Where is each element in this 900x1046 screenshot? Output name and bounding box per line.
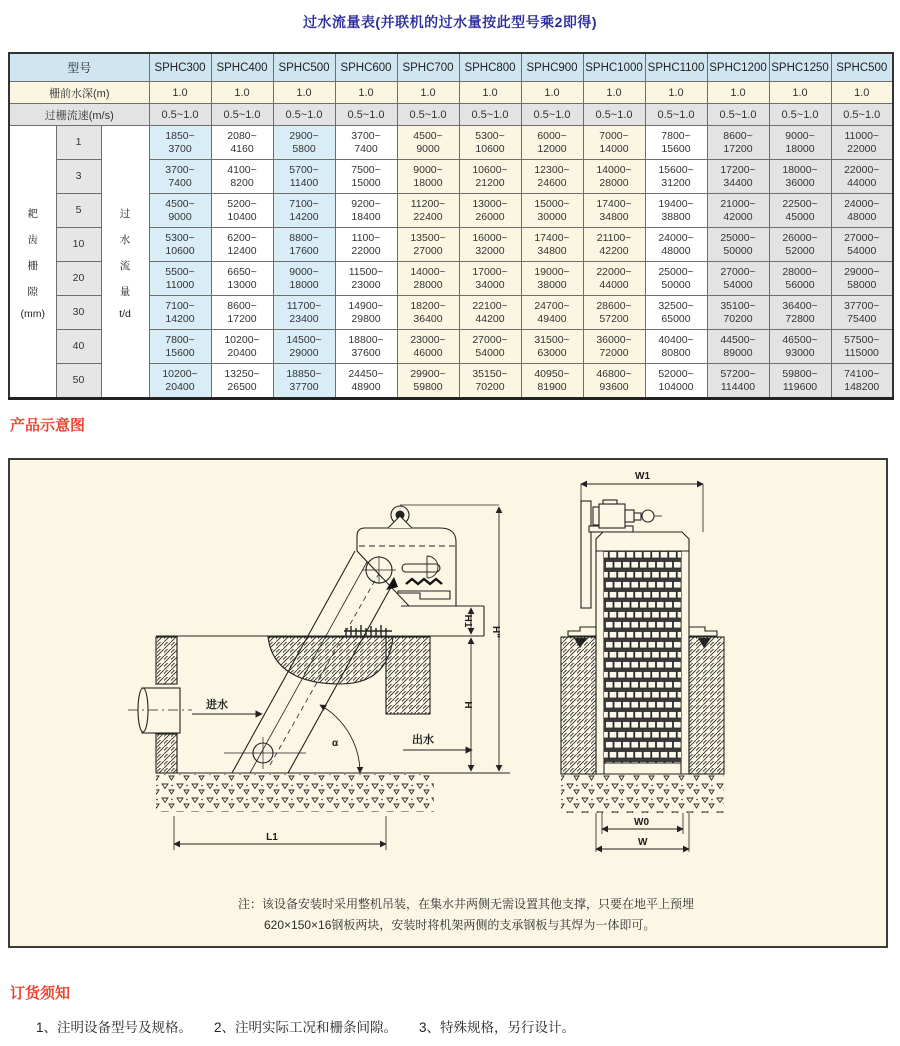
product-schematic <box>10 460 886 946</box>
flow-value-cell: 24000~ 48000 <box>645 228 707 262</box>
velocity-value-cell: 0.5~1.0 <box>831 104 893 126</box>
gap-value-cell: 50 <box>56 364 101 399</box>
depth-value-cell: 1.0 <box>397 82 459 104</box>
model-column-header: SPHC700 <box>397 53 459 82</box>
dim-l1-label: L1 <box>266 832 278 843</box>
flow-value-cell: 57200~ 114400 <box>707 364 769 399</box>
depth-value-cell: 1.0 <box>645 82 707 104</box>
flow-value-cell: 22000~ 44000 <box>583 262 645 296</box>
flow-value-cell: 9000~ 18000 <box>397 160 459 194</box>
flow-value-cell: 32500~ 65000 <box>645 296 707 330</box>
velocity-row-label: 过栅流速(m/s) <box>9 104 149 126</box>
flow-value-cell: 9200~ 18400 <box>335 194 397 228</box>
model-column-header: SPHC500 <box>831 53 893 82</box>
flow-value-cell: 5300~ 10600 <box>459 126 521 160</box>
flow-value-cell: 3700~ 7400 <box>335 126 397 160</box>
model-column-header: SPHC1250 <box>769 53 831 82</box>
flow-value-cell: 13500~ 27000 <box>397 228 459 262</box>
flow-value-cell: 31500~ 63000 <box>521 330 583 364</box>
flow-value-cell: 57500~ 115000 <box>831 330 893 364</box>
installation-note <box>238 894 694 936</box>
flow-table <box>8 52 894 400</box>
depth-value-cell: 1.0 <box>521 82 583 104</box>
velocity-value-cell: 0.5~1.0 <box>149 104 211 126</box>
model-column-header: SPHC1100 <box>645 53 707 82</box>
model-column-header: SPHC500 <box>273 53 335 82</box>
flow-value-cell: 11200~ 22400 <box>397 194 459 228</box>
page-title: 过水流量表(并联机的过水量按此型号乘2即得) <box>302 14 598 30</box>
flow-value-cell: 35150~ 70200 <box>459 364 521 399</box>
flow-value-cell: 17400~ 34800 <box>583 194 645 228</box>
velocity-value-cell: 0.5~1.0 <box>211 104 273 126</box>
flow-value-cell: 21000~ 42000 <box>707 194 769 228</box>
flow-value-cell: 19000~ 38000 <box>521 262 583 296</box>
gap-value-cell: 3 <box>56 160 101 194</box>
installation-note-line2: 620×150×16钢板两块，安装时将机架两侧的支承钢板与其焊为一体即可。 <box>264 918 656 932</box>
depth-value-cell: 1.0 <box>831 82 893 104</box>
flow-value-cell: 35100~ 70200 <box>707 296 769 330</box>
flow-value-cell: 28000~ 56000 <box>769 262 831 296</box>
flow-value-cell: 17400~ 34800 <box>521 228 583 262</box>
flow-value-cell: 40950~ 81900 <box>521 364 583 399</box>
installation-note-line1: 注：该设备安装时采用整机吊装，在集水井两侧无需设置其他支撑，只要在地平上预埋 <box>238 897 695 911</box>
model-column-header: SPHC1200 <box>707 53 769 82</box>
flow-value-cell: 2900~ 5800 <box>273 126 335 160</box>
flow-value-cell: 4500~ 9000 <box>397 126 459 160</box>
flow-value-cell: 5200~ 10400 <box>211 194 273 228</box>
flow-value-cell: 7500~ 15000 <box>335 160 397 194</box>
model-header-cell: 型号 <box>9 53 149 82</box>
depth-value-cell: 1.0 <box>273 82 335 104</box>
velocity-value-cell: 0.5~1.0 <box>335 104 397 126</box>
flow-value-cell: 10200~ 20400 <box>149 364 211 399</box>
flow-value-cell: 15600~ 31200 <box>645 160 707 194</box>
flow-value-cell: 9000~ 18000 <box>769 126 831 160</box>
flow-value-cell: 4100~ 8200 <box>211 160 273 194</box>
ordering-item: 1、注明设备型号及规格。 <box>36 1020 193 1035</box>
dim-w-label: W <box>638 837 648 848</box>
flow-value-cell: 23000~ 46000 <box>397 330 459 364</box>
velocity-value-cell: 0.5~1.0 <box>583 104 645 126</box>
outlet-label: 出水 <box>412 734 434 746</box>
model-column-header: SPHC600 <box>335 53 397 82</box>
depth-value-cell: 1.0 <box>149 82 211 104</box>
flow-value-cell: 24450~ 48900 <box>335 364 397 399</box>
ordering-item: 2、注明实际工况和栅条间隙。 <box>214 1020 398 1035</box>
model-column-header: SPHC800 <box>459 53 521 82</box>
dim-h-label: H <box>462 701 473 709</box>
velocity-value-cell: 0.5~1.0 <box>273 104 335 126</box>
flow-value-cell: 7800~ 15600 <box>149 330 211 364</box>
flow-value-cell: 36000~ 72000 <box>583 330 645 364</box>
flow-value-cell: 6650~ 13000 <box>211 262 273 296</box>
flow-value-cell: 6000~ 12000 <box>521 126 583 160</box>
section-diagram-heading: 产品示意图 <box>10 417 86 434</box>
flow-value-cell: 14500~ 29000 <box>273 330 335 364</box>
flow-value-cell: 16000~ 32000 <box>459 228 521 262</box>
depth-value-cell: 1.0 <box>583 82 645 104</box>
gap-value-cell: 10 <box>56 228 101 262</box>
flow-value-cell: 8600~ 17200 <box>707 126 769 160</box>
flow-value-cell: 13000~ 26000 <box>459 194 521 228</box>
flow-value-cell: 2080~ 4160 <box>211 126 273 160</box>
flow-value-cell: 7000~ 14000 <box>583 126 645 160</box>
velocity-value-cell: 0.5~1.0 <box>459 104 521 126</box>
model-column-header: SPHC300 <box>149 53 211 82</box>
model-column-header: SPHC400 <box>211 53 273 82</box>
flow-value-cell: 18200~ 36400 <box>397 296 459 330</box>
gap-value-cell: 30 <box>56 296 101 330</box>
depth-value-cell: 1.0 <box>335 82 397 104</box>
flow-value-cell: 15000~ 30000 <box>521 194 583 228</box>
gap-value-cell: 5 <box>56 194 101 228</box>
ordering-item: 3、特殊规格，另行设计。 <box>419 1020 576 1035</box>
flow-value-cell: 18800~ 37600 <box>335 330 397 364</box>
flow-value-cell: 21100~ 42200 <box>583 228 645 262</box>
flow-value-cell: 52000~ 104000 <box>645 364 707 399</box>
flow-value-cell: 22100~ 44200 <box>459 296 521 330</box>
flow-value-cell: 3700~ 7400 <box>149 160 211 194</box>
flow-value-cell: 25000~ 50000 <box>707 228 769 262</box>
flow-value-cell: 46500~ 93000 <box>769 330 831 364</box>
gap-value-cell: 20 <box>56 262 101 296</box>
flow-value-cell: 11000~ 22000 <box>831 126 893 160</box>
gap-header-cell: 耙 齿 栅 隙 (mm) <box>9 126 56 399</box>
gap-value-cell: 40 <box>56 330 101 364</box>
flow-value-cell: 8800~ 17600 <box>273 228 335 262</box>
velocity-value-cell: 0.5~1.0 <box>769 104 831 126</box>
flow-value-cell: 1100~ 22000 <box>335 228 397 262</box>
flow-value-cell: 17200~ 34400 <box>707 160 769 194</box>
depth-value-cell: 1.0 <box>707 82 769 104</box>
flow-value-cell: 14000~ 28000 <box>397 262 459 296</box>
flow-value-cell: 18000~ 36000 <box>769 160 831 194</box>
flow-value-cell: 27000~ 54000 <box>459 330 521 364</box>
velocity-value-cell: 0.5~1.0 <box>707 104 769 126</box>
flow-value-cell: 17000~ 34000 <box>459 262 521 296</box>
velocity-value-cell: 0.5~1.0 <box>521 104 583 126</box>
flow-value-cell: 74100~ 148200 <box>831 364 893 399</box>
flow-value-cell: 8600~ 17200 <box>211 296 273 330</box>
velocity-value-cell: 0.5~1.0 <box>645 104 707 126</box>
flow-value-cell: 27000~ 54000 <box>707 262 769 296</box>
flow-value-cell: 12300~ 24600 <box>521 160 583 194</box>
flow-value-cell: 59800~ 119600 <box>769 364 831 399</box>
diagram-box <box>8 458 888 948</box>
flow-value-cell: 28600~ 57200 <box>583 296 645 330</box>
dim-alpha-label: α <box>332 738 339 749</box>
flow-value-cell: 7100~ 14200 <box>273 194 335 228</box>
flow-value-cell: 36400~ 72800 <box>769 296 831 330</box>
flow-value-cell: 37700~ 75400 <box>831 296 893 330</box>
depth-value-cell: 1.0 <box>459 82 521 104</box>
dim-h1-label: H1 <box>462 614 473 628</box>
flow-value-cell: 7100~ 14200 <box>149 296 211 330</box>
flow-value-cell: 46800~ 93600 <box>583 364 645 399</box>
flow-value-cell: 14900~ 29800 <box>335 296 397 330</box>
model-column-header: SPHC900 <box>521 53 583 82</box>
depth-value-cell: 1.0 <box>211 82 273 104</box>
flow-value-cell: 13250~ 26500 <box>211 364 273 399</box>
dim-htotal-label: H" <box>490 626 501 638</box>
depth-row-label: 栅前水深(m) <box>9 82 149 104</box>
flow-value-cell: 4500~ 9000 <box>149 194 211 228</box>
flow-value-cell: 25000~ 50000 <box>645 262 707 296</box>
dim-w1-label: W1 <box>635 471 650 482</box>
flow-value-cell: 24000~ 48000 <box>831 194 893 228</box>
gap-value-cell: 1 <box>56 126 101 160</box>
flow-header-cell: 过 水 流 量 t/d <box>101 126 149 399</box>
flow-value-cell: 11500~ 23000 <box>335 262 397 296</box>
flow-value-cell: 10600~ 21200 <box>459 160 521 194</box>
flow-value-cell: 29900~ 59800 <box>397 364 459 399</box>
flow-value-cell: 24700~ 49400 <box>521 296 583 330</box>
velocity-value-cell: 0.5~1.0 <box>397 104 459 126</box>
flow-value-cell: 40400~ 80800 <box>645 330 707 364</box>
flow-value-cell: 5300~ 10600 <box>149 228 211 262</box>
flow-value-cell: 26000~ 52000 <box>769 228 831 262</box>
flow-value-cell: 44500~ 89000 <box>707 330 769 364</box>
flow-value-cell: 10200~ 20400 <box>211 330 273 364</box>
flow-value-cell: 7800~ 15600 <box>645 126 707 160</box>
flow-value-cell: 18850~ 37700 <box>273 364 335 399</box>
inlet-label: 进水 <box>206 699 228 711</box>
flow-value-cell: 29000~ 58000 <box>831 262 893 296</box>
flow-value-cell: 11700~ 23400 <box>273 296 335 330</box>
flow-value-cell: 27000~ 54000 <box>831 228 893 262</box>
flow-value-cell: 5500~ 11000 <box>149 262 211 296</box>
dim-w0-label: W0 <box>634 817 649 828</box>
flow-value-cell: 9000~ 18000 <box>273 262 335 296</box>
flow-value-cell: 1850~ 3700 <box>149 126 211 160</box>
flow-value-cell: 19400~ 38800 <box>645 194 707 228</box>
flow-value-cell: 22500~ 45000 <box>769 194 831 228</box>
model-column-header: SPHC1000 <box>583 53 645 82</box>
section-ordering-heading: 订货须知 <box>10 985 71 1002</box>
ordering-items <box>36 1016 597 1036</box>
flow-value-cell: 22000~ 44000 <box>831 160 893 194</box>
flow-value-cell: 14000~ 28000 <box>583 160 645 194</box>
flow-value-cell: 6200~ 12400 <box>211 228 273 262</box>
flow-value-cell: 5700~ 11400 <box>273 160 335 194</box>
depth-value-cell: 1.0 <box>769 82 831 104</box>
